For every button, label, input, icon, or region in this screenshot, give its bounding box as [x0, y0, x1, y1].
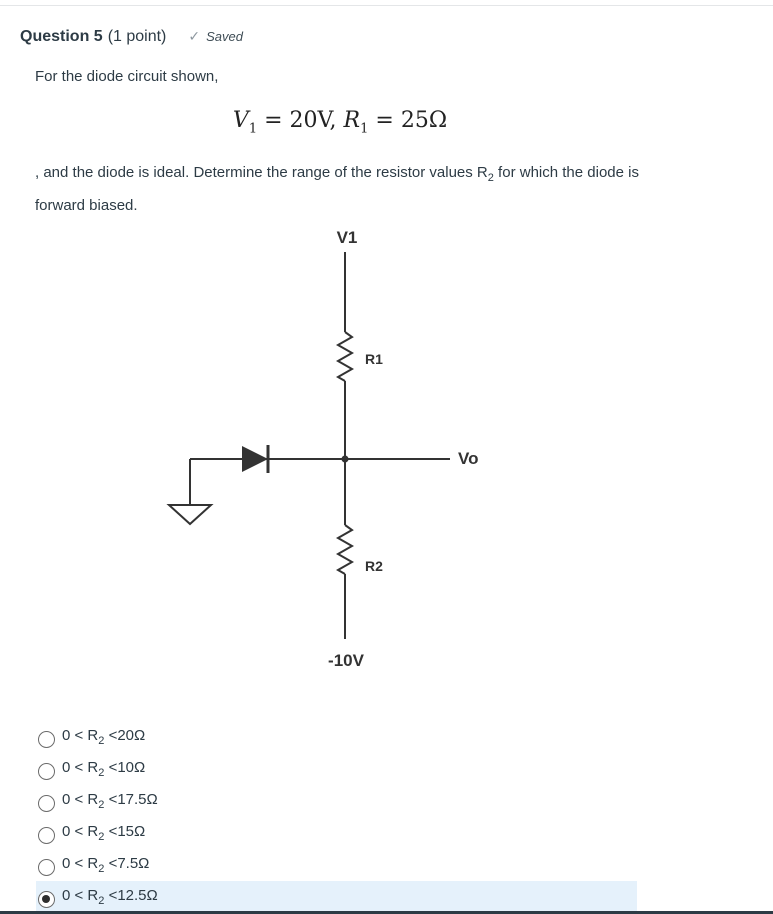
- v1-symbol: V: [232, 108, 249, 133]
- answer-option-selected[interactable]: [36, 881, 637, 913]
- r1-symbol: R: [343, 108, 361, 133]
- radio-button[interactable]: [38, 763, 55, 780]
- radio-button[interactable]: [38, 731, 55, 748]
- diode-triangle: [242, 446, 268, 472]
- r1-value: = 25Ω: [368, 108, 448, 133]
- option-label: $0 < R_2 <12.5\Omega$: [62, 887, 158, 907]
- v1-label: V1: [336, 228, 358, 247]
- question-prompt: For the diode circuit shown,: [35, 68, 219, 85]
- option-label: $0 < R_2 <10\Omega$: [62, 759, 146, 779]
- answer-option[interactable]: [36, 849, 637, 881]
- r2-label: R2: [365, 558, 383, 574]
- vo-label: Vo: [458, 449, 479, 468]
- option-label: $0 < R_2 <17.5\Omega$: [62, 791, 158, 811]
- option-label: $0 < R_2 <7.5\Omega$: [62, 855, 150, 875]
- answer-option[interactable]: [36, 817, 637, 849]
- minus-10v-label: -10V: [328, 651, 364, 670]
- question-points: (1 point): [107, 28, 167, 45]
- r1-label: R1: [365, 351, 383, 367]
- body-text-part2: for which the diode is forward biased.: [35, 164, 639, 214]
- answer-option[interactable]: [36, 785, 637, 817]
- given-values-equation: [0, 108, 680, 136]
- diode-circuit-diagram: [0, 215, 773, 685]
- check-icon: ✓: [188, 28, 201, 44]
- saved-label: Saved: [206, 29, 243, 44]
- body-subscript: 2: [487, 172, 494, 184]
- radio-button[interactable]: [38, 827, 55, 844]
- radio-button[interactable]: [38, 795, 55, 812]
- question-body: [35, 159, 655, 219]
- saved-status: [188, 28, 243, 45]
- answer-option[interactable]: [36, 753, 637, 785]
- v1-subscript: 1: [248, 121, 258, 137]
- ground-symbol: [169, 505, 211, 524]
- top-divider: [0, 5, 773, 6]
- question-header: [20, 28, 243, 46]
- r1-resistor: [338, 332, 352, 381]
- option-label: $0 < R_2 <20\Omega$: [62, 727, 146, 747]
- radio-button[interactable]: [38, 859, 55, 876]
- r2-resistor: [338, 525, 352, 574]
- body-text-part1: , and the diode is ideal. Determine the range of the resistor values R: [35, 164, 488, 181]
- radio-button-selected[interactable]: [38, 891, 55, 908]
- answer-option[interactable]: [36, 721, 637, 753]
- r1-subscript: 1: [360, 121, 369, 137]
- answer-options: [36, 721, 637, 913]
- v1-value: = 20V,: [257, 108, 344, 133]
- option-label: $0 < R_2 <15\Omega$: [62, 823, 146, 843]
- question-title: Question 5: [20, 28, 103, 45]
